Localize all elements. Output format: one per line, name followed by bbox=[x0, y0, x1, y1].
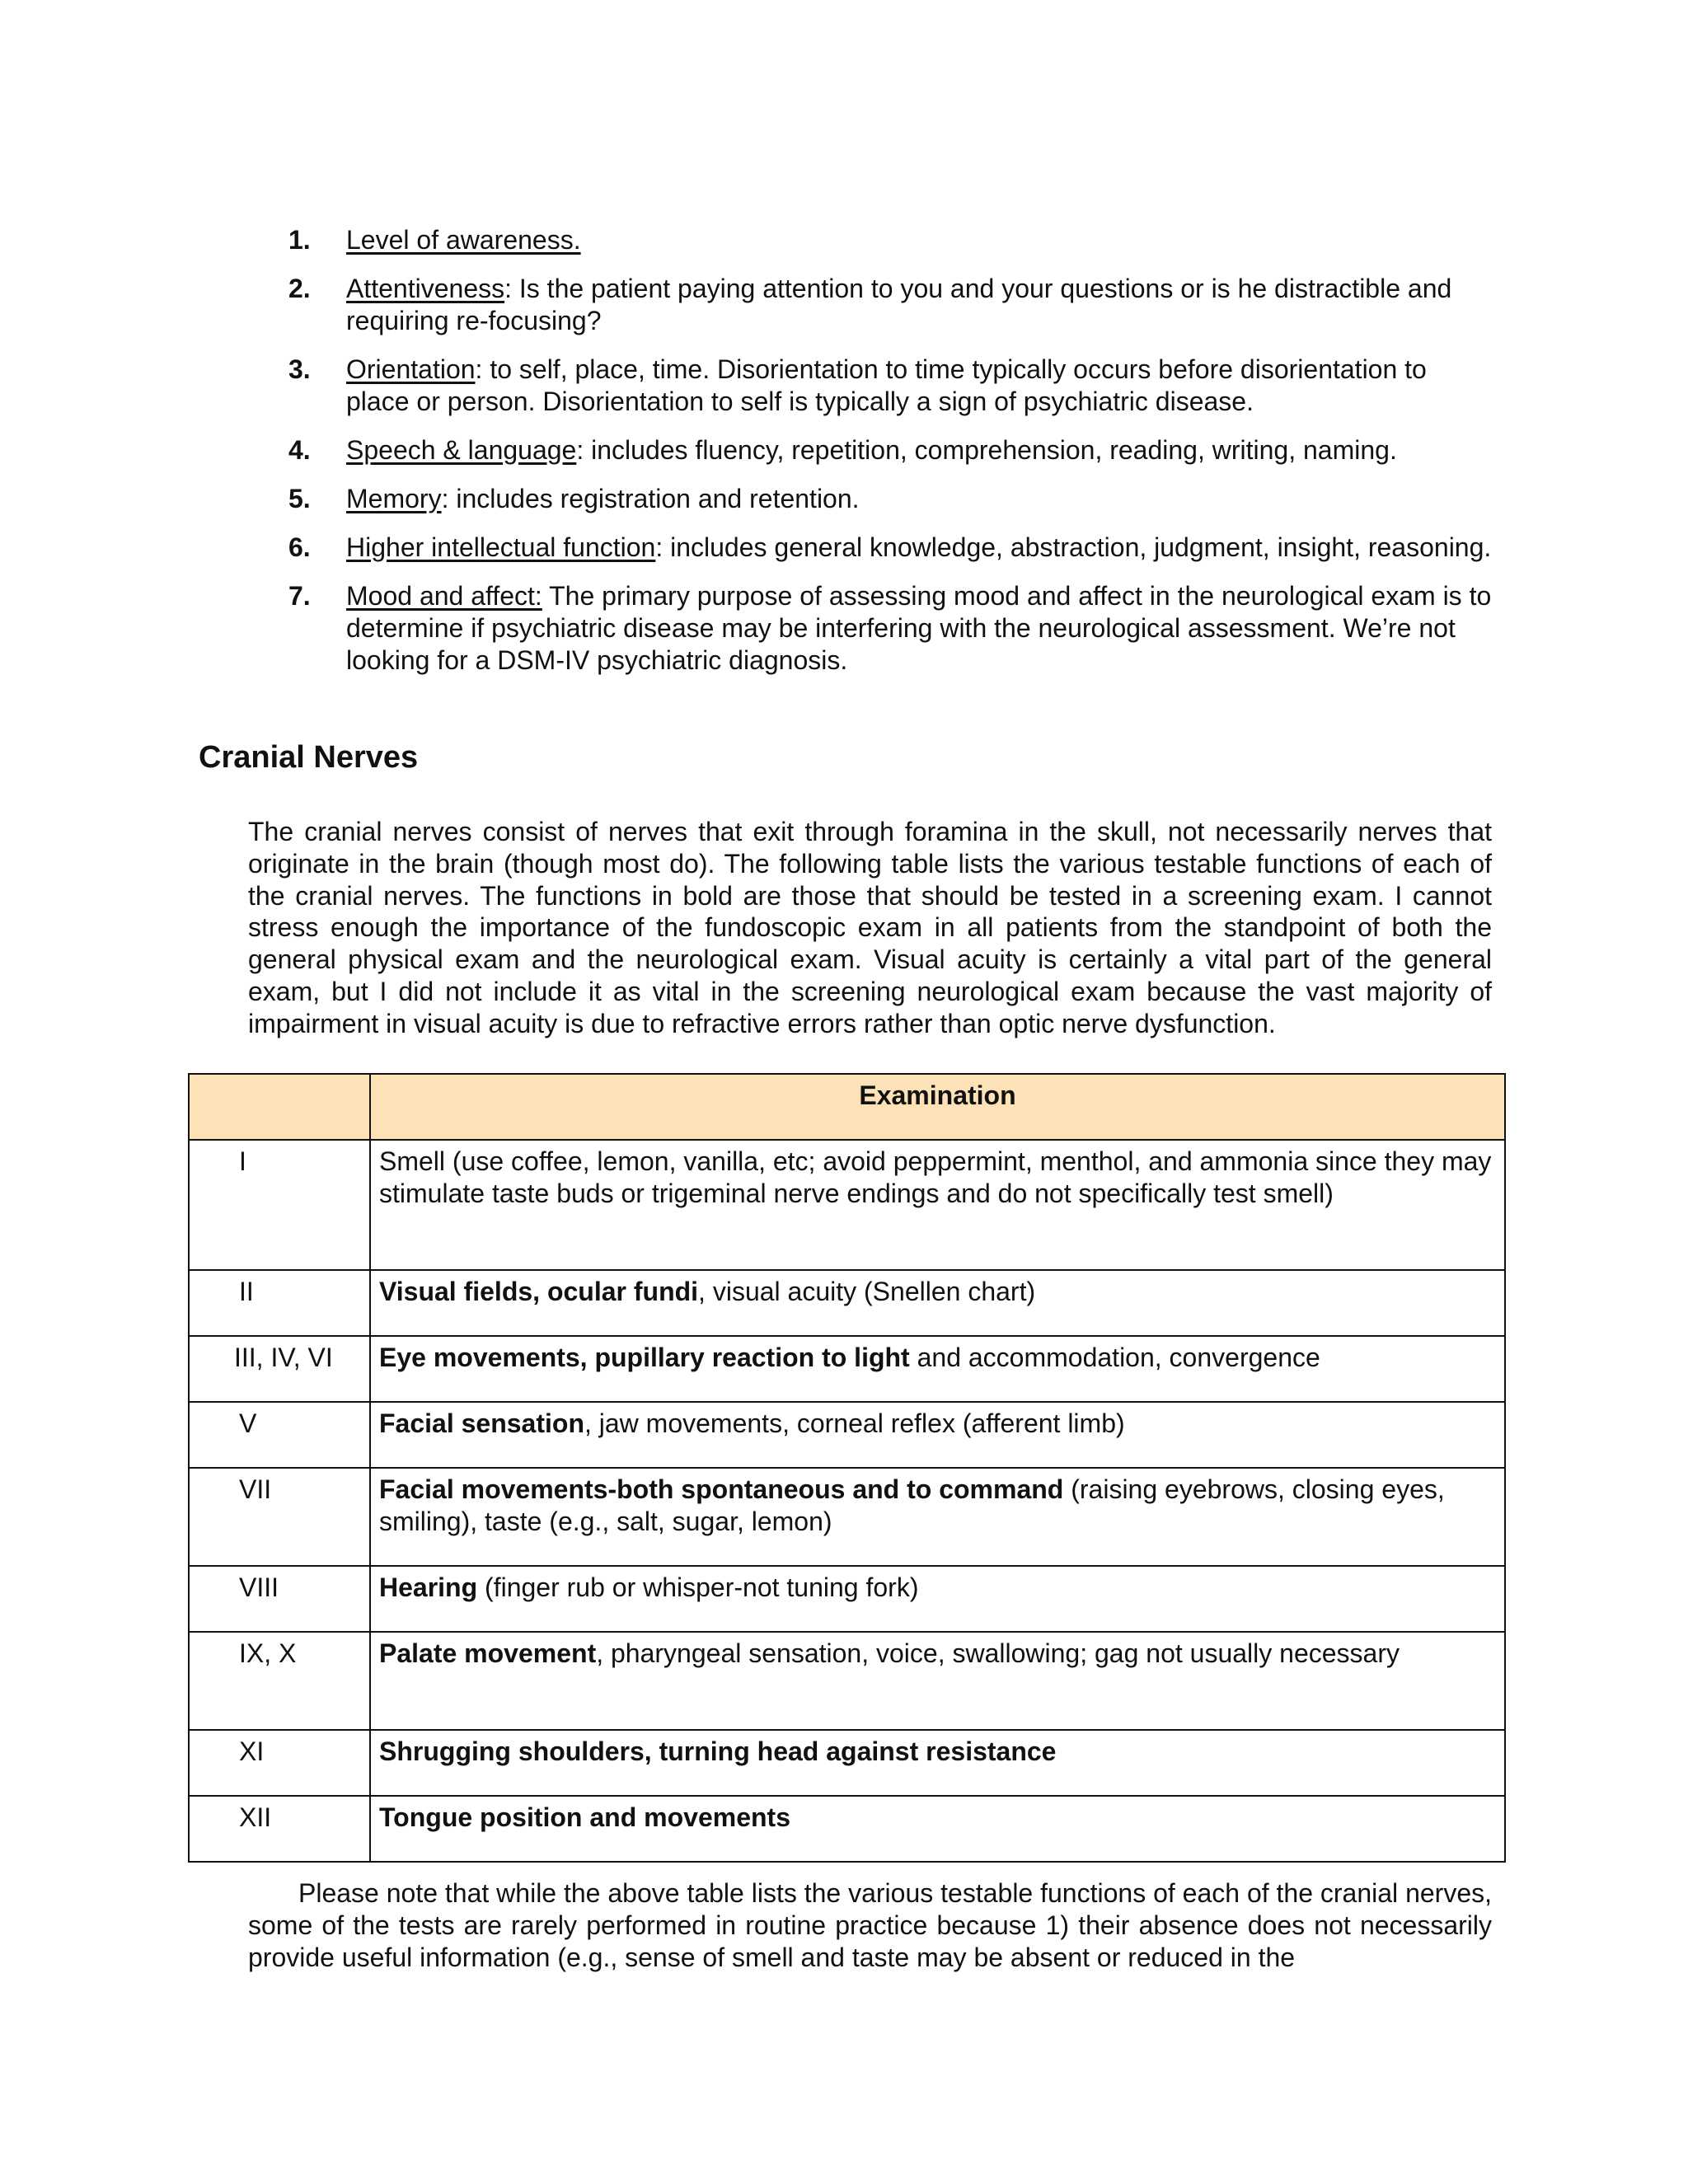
table-row bbox=[189, 1468, 1505, 1566]
function-text: , visual acuity (Snellen chart) bbox=[698, 1277, 1036, 1306]
list-item-text: : includes fluency, repetition, comprehension, reading, writing, naming. bbox=[576, 435, 1397, 465]
list-item-number: 3. bbox=[288, 354, 311, 384]
table-row bbox=[189, 1796, 1505, 1862]
function-key-text: Facial sensation bbox=[379, 1408, 584, 1438]
table-row bbox=[189, 1336, 1505, 1402]
list-item-body bbox=[346, 354, 1492, 418]
list-item-text: : to self, place, time. Disorientation to time typically occurs before disorientation to place or person. Disorientation to self is typically a sign of psychiatric disease. bbox=[346, 354, 1427, 416]
table-row bbox=[189, 1140, 1505, 1270]
table-header-row bbox=[189, 1074, 1505, 1140]
table-row bbox=[189, 1730, 1505, 1796]
function-cell bbox=[370, 1270, 1505, 1336]
list-item-body bbox=[346, 224, 1492, 256]
list-item-number: 1. bbox=[288, 225, 311, 255]
function-text: , jaw movements, corneal reflex (afferent limb) bbox=[584, 1408, 1125, 1438]
list-item-term: Orientation bbox=[346, 354, 476, 384]
function-cell bbox=[370, 1796, 1505, 1862]
function-key-text: Visual fields, ocular fundi bbox=[379, 1277, 699, 1306]
function-text: , pharyngeal sensation, voice, swallowing; gag not usually necessary bbox=[596, 1638, 1400, 1668]
list-item-term: Level of awareness. bbox=[346, 225, 581, 255]
list-item bbox=[288, 532, 1492, 564]
list-item bbox=[288, 273, 1492, 337]
function-text: (finger rub or whisper-not tuning fork) bbox=[477, 1572, 919, 1602]
table-row bbox=[189, 1402, 1505, 1468]
list-item-term: Higher intellectual function bbox=[346, 532, 656, 562]
list-item-text: : includes general knowledge, abstraction, judgment, insight, reasoning. bbox=[655, 532, 1492, 562]
nerve-cell: IX, X bbox=[189, 1632, 370, 1730]
table-header-cell: Examination bbox=[370, 1074, 1505, 1140]
list-item-term: Attentiveness bbox=[346, 274, 505, 303]
function-cell bbox=[370, 1730, 1505, 1796]
function-key-text: Eye movements, pupillary reaction to light bbox=[379, 1343, 910, 1372]
list-item bbox=[288, 580, 1492, 677]
list-item-term: Memory bbox=[346, 484, 442, 513]
list-item-term: Mood and affect: bbox=[346, 581, 542, 611]
list-item-text: : includes registration and retention. bbox=[441, 484, 860, 513]
nerve-cell: VII bbox=[189, 1468, 370, 1566]
function-cell bbox=[370, 1566, 1505, 1632]
list-item-number: 2. bbox=[288, 274, 311, 303]
list-item bbox=[288, 224, 1492, 256]
list-item-number: 5. bbox=[288, 484, 311, 513]
nerve-cell: XII bbox=[189, 1796, 370, 1862]
intro-paragraph: The cranial nerves consist of nerves that exit through foramina in the skull, not necessarily nerves that originate in the brain (though most do). The following table lists the various testable functions of each of the cranial nerves. The functions in bold are those that should be tested in a screening exam. I cannot stress enough the importance of the fundoscopic exam in all patients from the standpoint of both the general physical exam and the neurological exam. Visual acuity is certainly a vital part of the general exam, but I did not include it as vital in the screening neurological exam because the vast majority of impairment in visual acuity is due to refractive errors rather than optic nerve dysfunction. bbox=[248, 817, 1492, 1038]
table-header-cell bbox=[189, 1074, 370, 1140]
list-item-text: : Is the patient paying attention to you and your questions or is he distractible and requiring re-focusing? bbox=[346, 274, 1452, 335]
nerve-cell: XI bbox=[189, 1730, 370, 1796]
function-text: Smell (use coffee, lemon, vanilla, etc; avoid peppermint, menthol, and ammonia since they may stimulate taste buds or trigeminal nerve endings and do not specifically test smell) bbox=[379, 1146, 1492, 1208]
function-cell bbox=[370, 1468, 1505, 1566]
list-item-text: The primary purpose of assessing mood and affect in the neurological exam is to determine if psychiatric disease may be interfering with the neurological assessment. We’re not looking for a DSM-IV psychiatric diagnosis. bbox=[346, 581, 1492, 675]
function-key-text: Shrugging shoulders, turning head against resistance bbox=[379, 1736, 1057, 1766]
list-item bbox=[288, 354, 1492, 418]
nerve-cell: VIII bbox=[189, 1566, 370, 1632]
function-cell bbox=[370, 1140, 1505, 1270]
list-item-body bbox=[346, 580, 1492, 677]
list-item-number: 6. bbox=[288, 532, 311, 562]
nerve-cell: III, IV, VI bbox=[189, 1336, 370, 1402]
table-row bbox=[189, 1566, 1505, 1632]
list-item bbox=[288, 483, 1492, 515]
function-cell bbox=[370, 1336, 1505, 1402]
list-item-body bbox=[346, 273, 1492, 337]
nerve-cell: I bbox=[189, 1140, 370, 1270]
table-row bbox=[189, 1270, 1505, 1336]
section-heading: Cranial Nerves bbox=[199, 740, 419, 775]
function-key-text: Tongue position and movements bbox=[379, 1802, 790, 1832]
table-row bbox=[189, 1632, 1505, 1730]
function-text: and accommodation, convergence bbox=[909, 1343, 1320, 1372]
list-item-term: Speech & language bbox=[346, 435, 577, 465]
cranial-nerve-table bbox=[188, 1073, 1506, 1863]
function-key-text: Hearing bbox=[379, 1572, 478, 1602]
function-key-text: Facial movements-both spontaneous and to command bbox=[379, 1474, 1064, 1504]
function-cell bbox=[370, 1632, 1505, 1730]
function-cell bbox=[370, 1402, 1505, 1468]
list-item-body bbox=[346, 434, 1492, 466]
list-item-body bbox=[346, 532, 1492, 564]
function-text: (raising eyebrows, closing eyes, smiling), taste (e.g., salt, sugar, lemon) bbox=[379, 1474, 1445, 1536]
nerve-cell: II bbox=[189, 1270, 370, 1336]
mental-status-list bbox=[288, 224, 1492, 693]
nerve-cell: V bbox=[189, 1402, 370, 1468]
list-item bbox=[288, 434, 1492, 466]
list-item-body bbox=[346, 483, 1492, 515]
list-item-number: 7. bbox=[288, 581, 311, 611]
closing-paragraph: Please note that while the above table lists the various testable functions of each of the cranial nerves, some of the tests are rarely performed in routine practice because 1) their absence does not necessarily provide useful information (e.g., sense of smell and taste may be absent or reduced in the bbox=[248, 1878, 1492, 1972]
function-key-text: Palate movement bbox=[379, 1638, 597, 1668]
list-item-number: 4. bbox=[288, 435, 311, 465]
